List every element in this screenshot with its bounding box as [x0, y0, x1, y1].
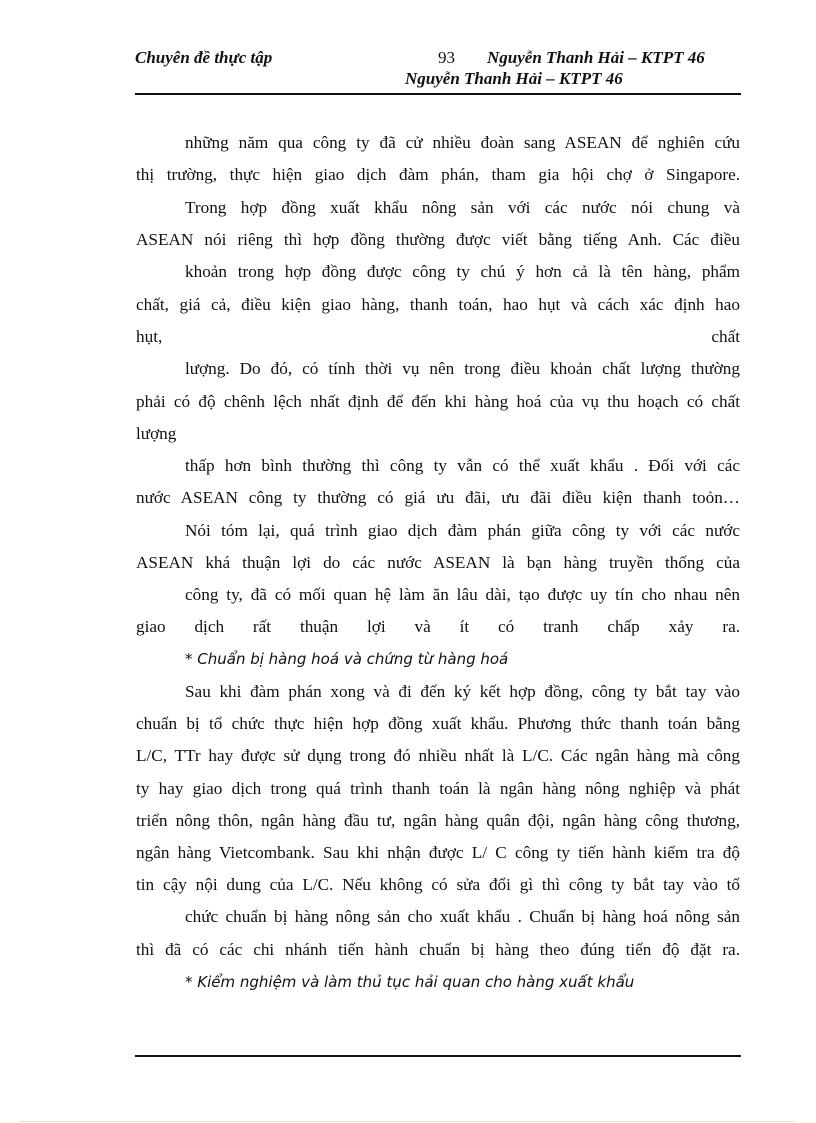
text-line: L/C, TTr hay được sử dụng trong đó nhiều nhất là L/C. Các ngân hàng mà công	[136, 746, 740, 765]
text-line: triển nông thôn, ngân hàng đầu tư, ngân hàng quân đội, ngân hàng công thương,	[136, 811, 740, 830]
text-line: Sau khi đàm phán xong và đi đến ký kết hợp đồng, công ty bắt tay vào	[185, 682, 740, 701]
text-line: giao dịch rất thuận lợi và ít có tranh chấp xảy ra.	[136, 617, 740, 636]
page-number: 93	[438, 48, 455, 67]
text-line: thì đã có các chi nhánh tiến hành chuẩn bị hàng theo đúng tiến độ đặt ra.	[136, 940, 740, 959]
section-heading: * Chuẩn bị hàng hoá và chứng từ hàng hoá	[185, 650, 509, 668]
page-header	[135, 48, 741, 96]
text-line: lượng	[136, 424, 177, 443]
text-line: Trong hợp đồng xuất khẩu nông sản với các nước nói chung và	[185, 198, 740, 217]
page-edge	[20, 1121, 796, 1122]
text-line: chất	[711, 327, 740, 346]
text-line: phải có độ chênh lệch nhất định để đến khi hàng hoá của vụ thu hoạch có chất	[136, 392, 740, 411]
text-line: chuẩn bị tổ chức thực hiện hợp đồng xuất khẩu. Phương thức thanh toán bằng	[136, 714, 740, 733]
header-rule	[135, 93, 741, 95]
section-heading: * Kiểm nghiệm và làm thủ tục hải quan cho hàng xuất khẩu	[185, 973, 635, 991]
text-line: hụt,	[136, 327, 163, 346]
text-line: tin cậy nội dung của L/C. Nếu không có sửa đổi gì thì công ty bắt tay vào tổ	[136, 875, 740, 894]
text-line: chất, giá cả, điều kiện giao hàng, thanh toán, hao hụt và cách xác định hao	[136, 295, 740, 314]
header-title: Chuyên đề thực tập	[135, 48, 273, 67]
text-line: thấp hơn bình thường thì công ty vẫn có thể xuất khẩu . Đối với các	[185, 456, 740, 475]
text-line: những năm qua công ty đã cử nhiều đoàn sang ASEAN để nghiên cứu	[185, 133, 740, 152]
text-line: khoản trong hợp đồng được công ty chú ý hơn cả là tên hàng, phẩm	[185, 262, 740, 281]
text-line: thị trường, thực hiện giao dịch đàm phán, tham gia hội chợ ở Singapore.	[136, 165, 740, 184]
text-line: ASEAN khá thuận lợi do các nước ASEAN là bạn hàng truyền thống của	[136, 553, 740, 572]
footer-rule	[135, 1055, 741, 1057]
text-line: lượng. Do đó, có tính thời vụ nên trong điều khoản chất lượng thường	[185, 359, 740, 378]
text-line: ASEAN nói riêng thì hợp đồng thường được viết bằng tiếng Anh. Các điều	[136, 230, 740, 249]
text-line: chức chuẩn bị hàng nông sản cho xuất khẩu . Chuẩn bị hàng hoá nông sản	[185, 907, 740, 926]
text-line: ngân hàng Vietcombank. Sau khi nhận được L/ C công ty tiến hành kiểm tra độ	[136, 843, 740, 862]
text-line: nước ASEAN công ty thường có giá ưu đãi, ưu đãi điều kiện thanh toỏn…	[136, 488, 740, 507]
text-line: Nói tóm lại, quá trình giao dịch đàm phán giữa công ty với các nước	[185, 521, 740, 540]
header-author-repeat: Nguyễn Thanh Hải – KTPT 46	[405, 69, 623, 88]
header-author: Nguyễn Thanh Hải – KTPT 46	[487, 48, 705, 67]
text-line: ty hay giao dịch trong quá trình thanh toán là ngân hàng nông nghiệp và phát	[136, 779, 740, 798]
text-line: công ty, đã có mối quan hệ làm ăn lâu dài, tạo được uy tín cho nhau nên	[185, 585, 740, 604]
